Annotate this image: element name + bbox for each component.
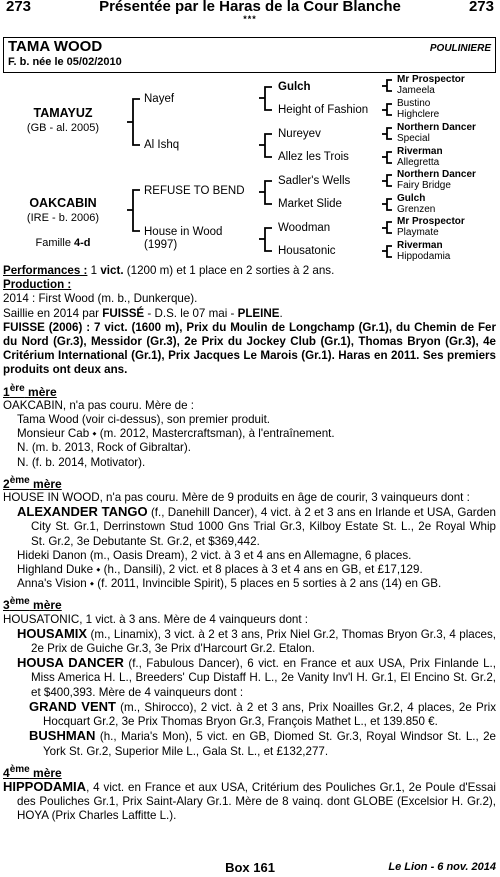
dam-name: OAKCABIN [29,196,97,210]
g4-5: Northern Dancer [397,122,476,133]
mere-1-heading: 1ère mère [3,382,57,399]
famille-number: 4-d [74,237,91,249]
mere-3-intro: HOUSATONIC, 1 vict. à 3 ans. Mère de 4 vainqueurs dont : [3,612,309,626]
mere-4-heading: 4ème mère [3,763,62,780]
g3-6: Market Slide [278,198,342,210]
sire-name: TAMAYUZ [33,106,93,120]
mere-2-heading: 2ème mère [3,474,62,491]
g4-2: Jameela [397,85,435,96]
dam-info: (IRE - b. 2006) [26,212,100,224]
production-line-2: Saillie en 2014 par FUISSÉ - D.S. le 07 mai - PLEINE. [3,306,283,320]
mere-3-winner-1: HOUSAMIX (m., Linamix), 3 vict. à 2 et 3 ans, Prix Niel Gr.2, Thomas Bryon Gr.3, 4 places, 2e Prix de Guiche Gr.3, 3e Prix d'Harcourt Gr.2. Etalon. [17,625,496,656]
lot-number-right: 273 [468,0,494,15]
mere-3-heading: 3ème mère [3,596,62,613]
g4-11: Gulch [397,193,426,204]
mere-3-winner-2: HOUSA DANCER (f., Fabulous Dancer), 6 vict. en France et aux USA, Prix Finlande L., Miss America H. L., Breeders' Cup Distaff H. L., 2e Vanity Inv'l H. Gr.1, El Encino St. Gr.2, et $400,393. Mère de 4 vainqueurs dont : [17,655,496,699]
mere-3-winner-2-produce-1: GRAND VENT (m., Shirocco), 2 vict. à 2 et 3 ans, Prix Noailles Gr.2, 4 places, 2e Prix Hocquart Gr.2, 3e Prix Thomas Bryon Gr.3, François Mathet L., et 139.850 €. [29,698,496,729]
mere-1-line-3: N. (m. b. 2013, Rock of Gibraltar). [17,441,191,455]
famille-label: Famille [35,237,71,249]
granddam-year: (1997) [144,239,178,251]
pedigree-chart [0,74,500,269]
g4-6: Special [397,133,430,144]
page-title: Présentée par le Haras de la Cour Blanche [99,0,401,15]
mere-1-line-2: Monsieur Cab ⬩ (m. 2012, Mastercraftsman), à l'entraînement. [17,427,335,441]
mere-2-intro: HOUSE IN WOOD, n'a pas couru. Mère de 9 produits en âge de courir, 3 vainqueurs dont : [3,491,470,505]
g3-7: Woodman [278,222,331,234]
granddam-sire-side: Al Ishq [144,139,180,151]
header-stars: *** [243,14,257,24]
g4-15: Riverman [397,240,443,251]
sire-info: (GB - al. 2005) [26,122,100,134]
source-date: Le Lion - 6 nov. 2014 [388,861,496,873]
mere-2-line-highland: Highland Duke ⬩ (h., Dansili), 2 vict. et 8 places à 3 et 4 ans en GB, et £17,129. [17,563,423,577]
mere-2-line-anna: Anna's Vision ⬩ (f. 2011, Invincible Spirit), 5 places en 5 sorties à 2 ans (14) en GB. [17,577,442,591]
grandsire-dam-side: REFUSE TO BEND [144,185,245,197]
page-footer [0,860,500,876]
g4-4: Highclere [397,109,440,120]
performances: Performances : 1 vict. (1200 m) et 1 place en 2 sorties à 2 ans. [3,264,335,277]
mere-2-line-hideki: Hideki Danon (m., Oasis Dream), 2 vict. à 3 et 4 ans en Allemagne, 6 places. [17,548,412,562]
horse-name: TAMA WOOD [8,38,103,55]
mere-1-line-1: Tama Wood (voir ci-dessus), son premier produit. [17,413,271,427]
grandsire: Nayef [144,93,175,105]
g4-16: Hippodamia [397,251,451,262]
production-line-1: 2014 : First Wood (m. b., Dunkerque). [3,292,198,306]
g4-7: Riverman [397,146,443,157]
g4-12: Grenzen [397,204,436,215]
g3-1: Gulch [278,81,311,93]
stallion-summary: FUISSE (2006) : 7 vict. (1600 m), Prix du Moulin de Longchamp (Gr.1), du Chemin de Fer du Nord (Gr.3), Messidor (Gr.3), 2e Prix du Jockey Club (Gr.1), Thomas Bryon (Gr.3), 4e Critérium International (Gr.1), Prix Jacques Le Marois (Gr.1). Haras en 2011. Ses premiers produits ont deux ans. [3,320,496,377]
g4-8: Allegretta [397,157,440,168]
g4-10: Fairy Bridge [397,180,451,191]
mere-2-winner-1: ALEXANDER TANGO (f., Danehill Dancer), 4 vict. à 2 et 3 ans en Irlande et USA, Garden City St. Gr.1, Derrinstown Stud 1000 Gns Trial Gr.3, Kilboy Estate St. L., 2e Royal Whip St. Gr.2, 3e Debutante St. Gr.2, et $369,442. [17,504,497,548]
g3-5: Sadler's Wells [278,175,351,187]
g4-14: Playmate [397,227,439,238]
mere-1-intro: OAKCABIN, n'a pas couru. Mère de : [3,398,195,412]
g3-8: Housatonic [278,245,336,257]
horse-description: F. b. née le 05/02/2010 [8,56,122,68]
horse-role: POULINIERE [429,43,491,54]
box-number: Box 161 [225,860,275,875]
horse-name-box [3,37,496,73]
mere-3-winner-2-produce-2: BUSHMAN (h., Maria's Mon), 5 vict. en GB, Diomed St. Gr.3, Royal Windsor St. L., 2e York St. Gr.2, Superior Mile L., Gala St. L., et £132,277. [29,728,496,758]
g4-3: Bustino [397,98,431,109]
g4-1: Mr Prospector [397,74,465,85]
lot-number-left: 273 [6,0,32,15]
mere-1-line-4: N. (f. b. 2014, Motivator). [17,455,146,469]
mere-4-line: HIPPODAMIA, 4 vict. en France et aux USA, Critérium des Pouliches Gr.1, 2e Poule d'Essai des Pouliches Gr.1, Prix Saint-Alary Gr.1. Mère de 8 vainq. dont GLOBE (Excelsior H. Gr.2), HOYA (Prix Charles Laffitte L.). [3,778,496,823]
production-heading: Production : [3,278,72,292]
granddam: House in Wood [144,226,223,238]
g3-2: Height of Fashion [278,104,369,116]
catalogue-body [3,264,496,824]
g3-4: Allez les Trois [278,151,349,163]
g4-13: Mr Prospector [397,216,465,227]
g3-3: Nureyev [278,128,321,140]
famille [3,238,123,249]
g4-9: Northern Dancer [397,169,476,180]
